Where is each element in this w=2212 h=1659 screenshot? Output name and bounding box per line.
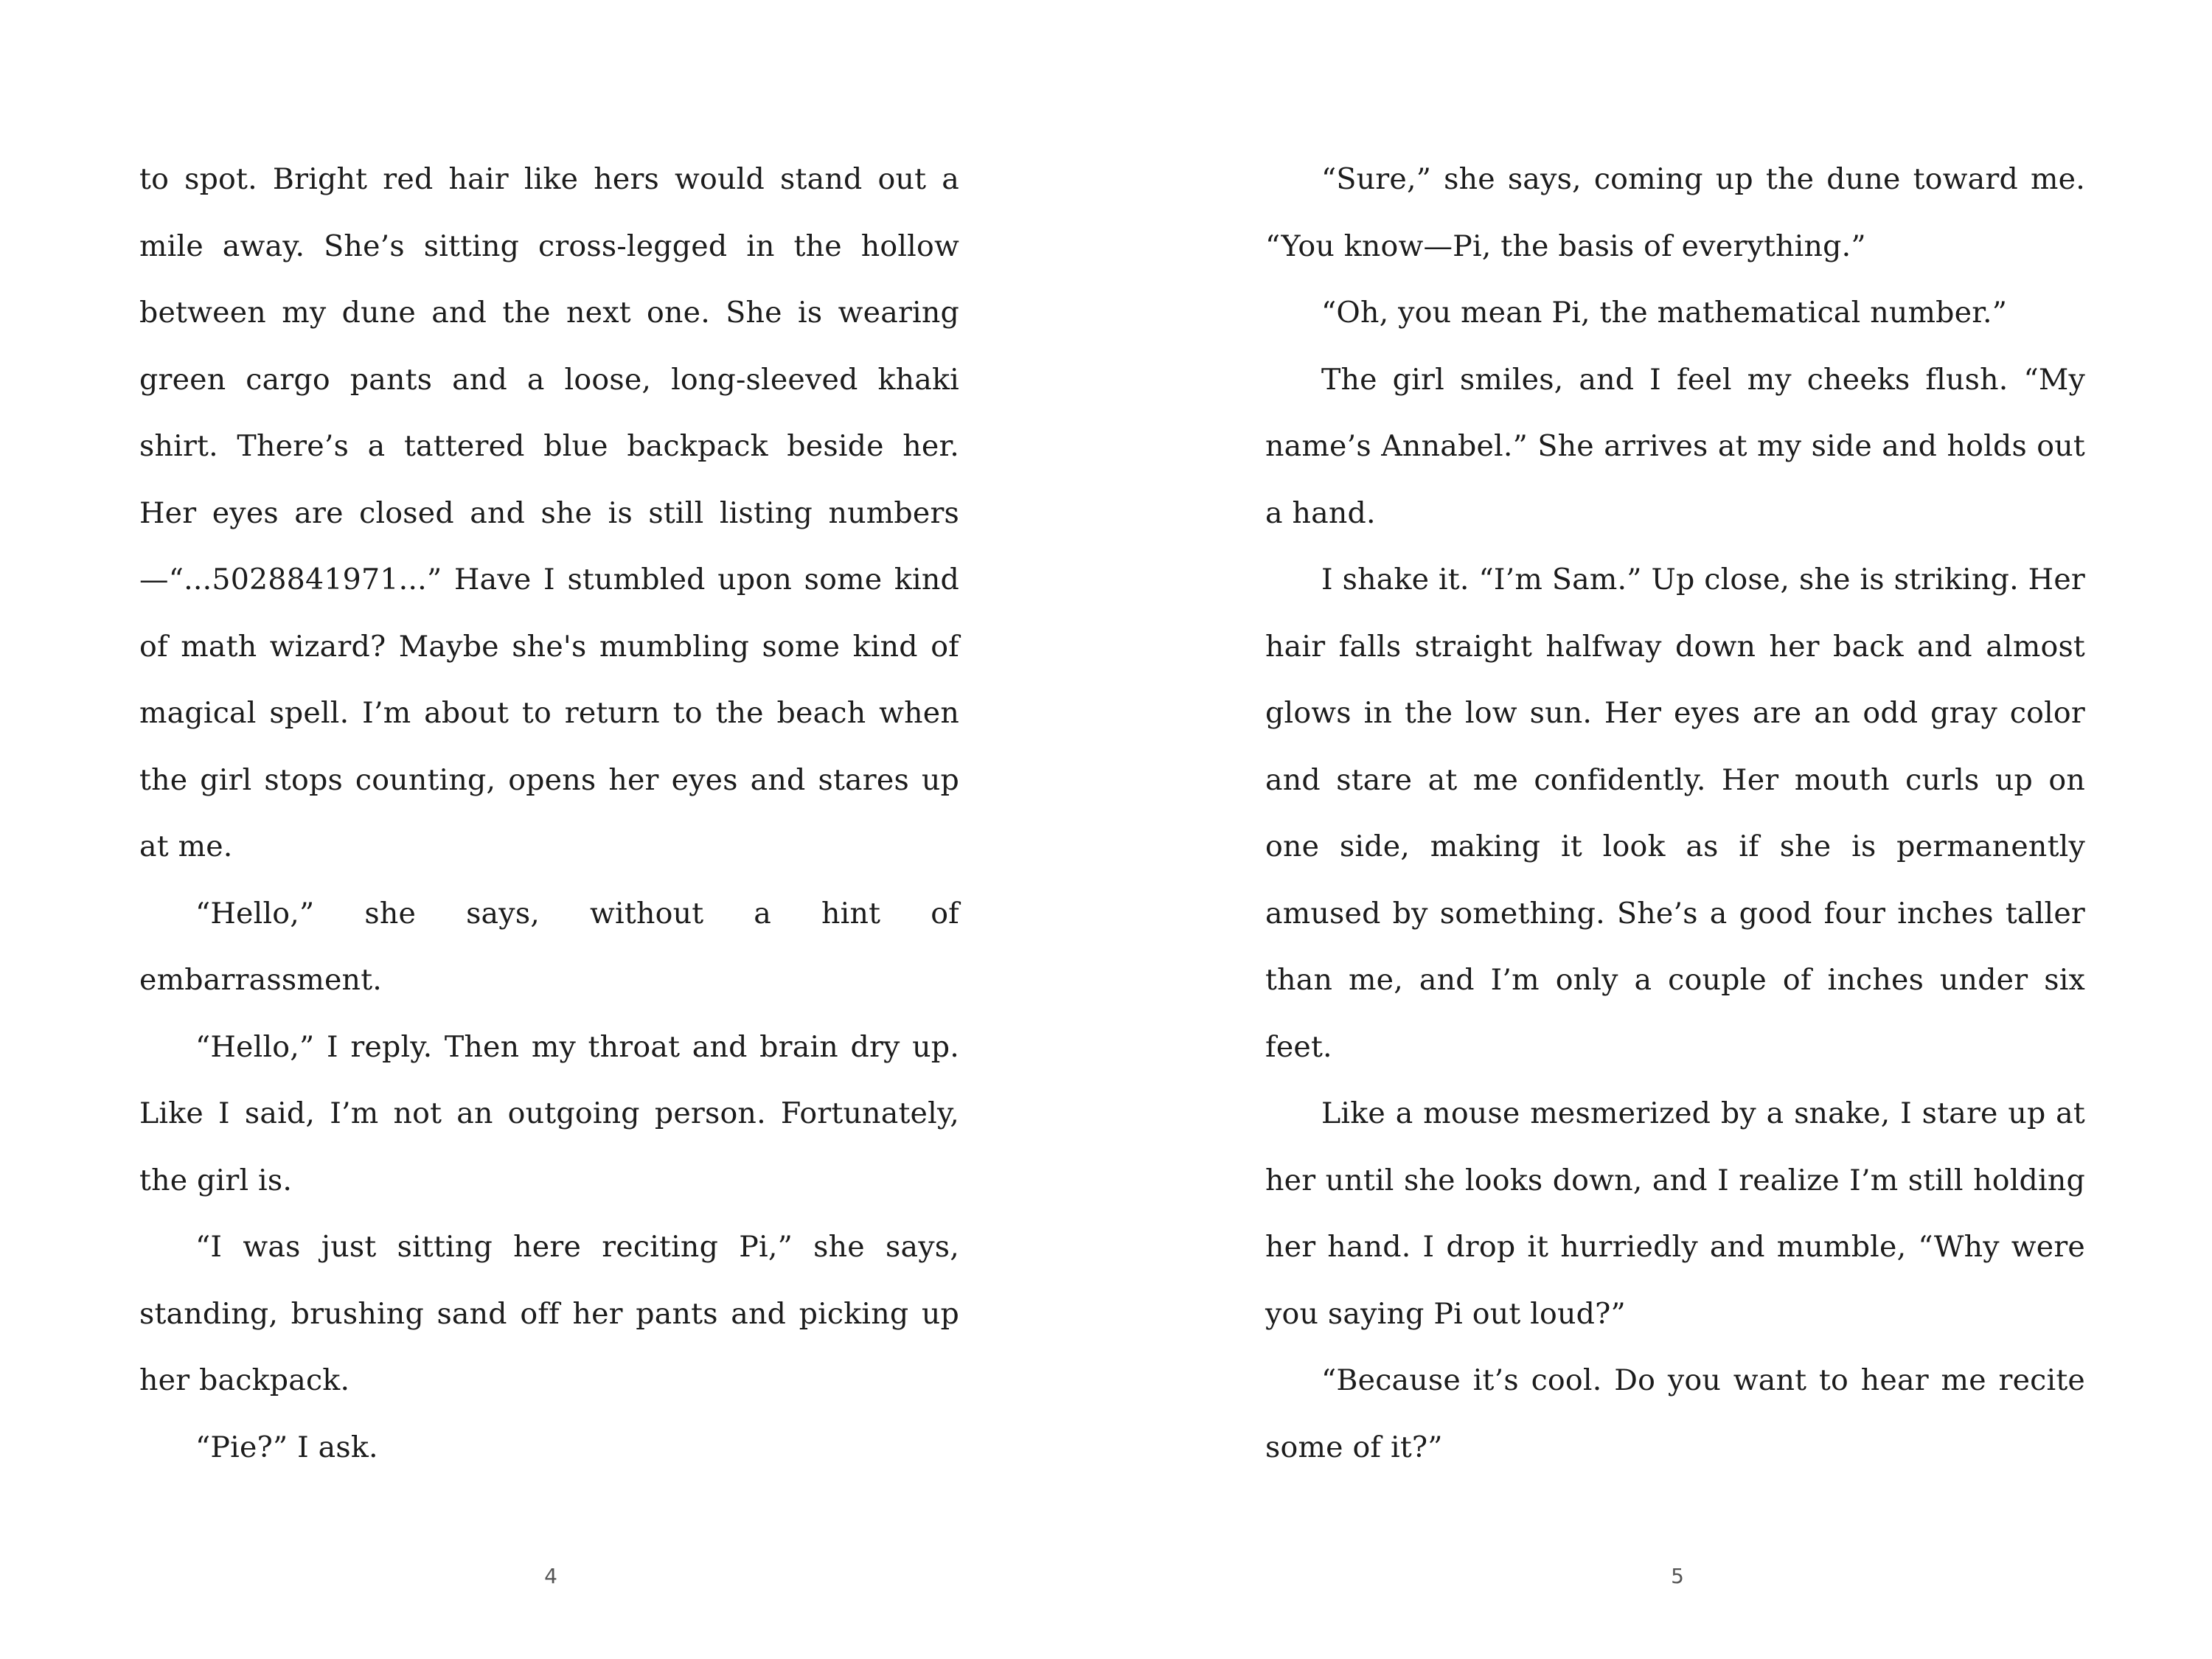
paragraph: “Oh, you mean Pi, the mathematical number.” xyxy=(1321,296,2008,330)
paragraph: to spot. Bright red hair like hers would stand out a mile away. She’s sitting cross-legged in the hollow between my dune and the next one. She is wearing green cargo pants and a loose, long-sleeved khaki shirt. There’s a tattered blue backpack beside her. Her eyes are closed and she is still listing numbers—“...5028841971...” Have I stumbled upon some kind of math wizard? Maybe she's mumbling some kind of magical spell. I’m about to return to the beach when the girl stops counting, opens her eyes and stares up at me. xyxy=(139,162,959,863)
paragraph: Like a mouse mesmerized by a snake, I stare up at her until she looks down, and I realize I’m still holding her hand. I drop it hurriedly and mumble, “Why were you saying Pi out loud?” xyxy=(1265,1096,2085,1331)
paragraph: “Hello,” she says, without a hint of embarrassment. xyxy=(139,896,959,997)
right-page-text xyxy=(1265,146,2085,1481)
left-page-text xyxy=(139,146,959,1481)
page-number: 4 xyxy=(544,1564,557,1588)
right-page xyxy=(1106,0,2212,1659)
page-number: 5 xyxy=(1671,1564,1684,1588)
paragraph: “Because it’s cool. Do you want to hear me recite some of it?” xyxy=(1265,1363,2085,1464)
paragraph: “Sure,” she says, coming up the dune toward me. “You know—Pi, the basis of everything.” xyxy=(1265,162,2085,263)
paragraph: “Pie?” I ask. xyxy=(195,1430,378,1464)
paragraph: “I was just sitting here reciting Pi,” she says, standing, brushing sand off her pants and picking up her backpack. xyxy=(139,1230,959,1397)
paragraph: The girl smiles, and I feel my cheeks flush. “My name’s Annabel.” She arrives at my side and holds out a hand. xyxy=(1265,362,2085,530)
paragraph: I shake it. “I’m Sam.” Up close, she is striking. Her hair falls straight halfway down her back and almost glows in the low sun. Her eyes are an odd gray color and stare at me confidently. Her mouth curls up on one side, making it look as if she is permanently amused by something. She’s a good four inches taller than me, and I’m only a couple of inches under six feet. xyxy=(1265,563,2085,1064)
paragraph: “Hello,” I reply. Then my throat and brain dry up. Like I said, I’m not an outgoing person. Fortunately, the girl is. xyxy=(139,1029,959,1197)
